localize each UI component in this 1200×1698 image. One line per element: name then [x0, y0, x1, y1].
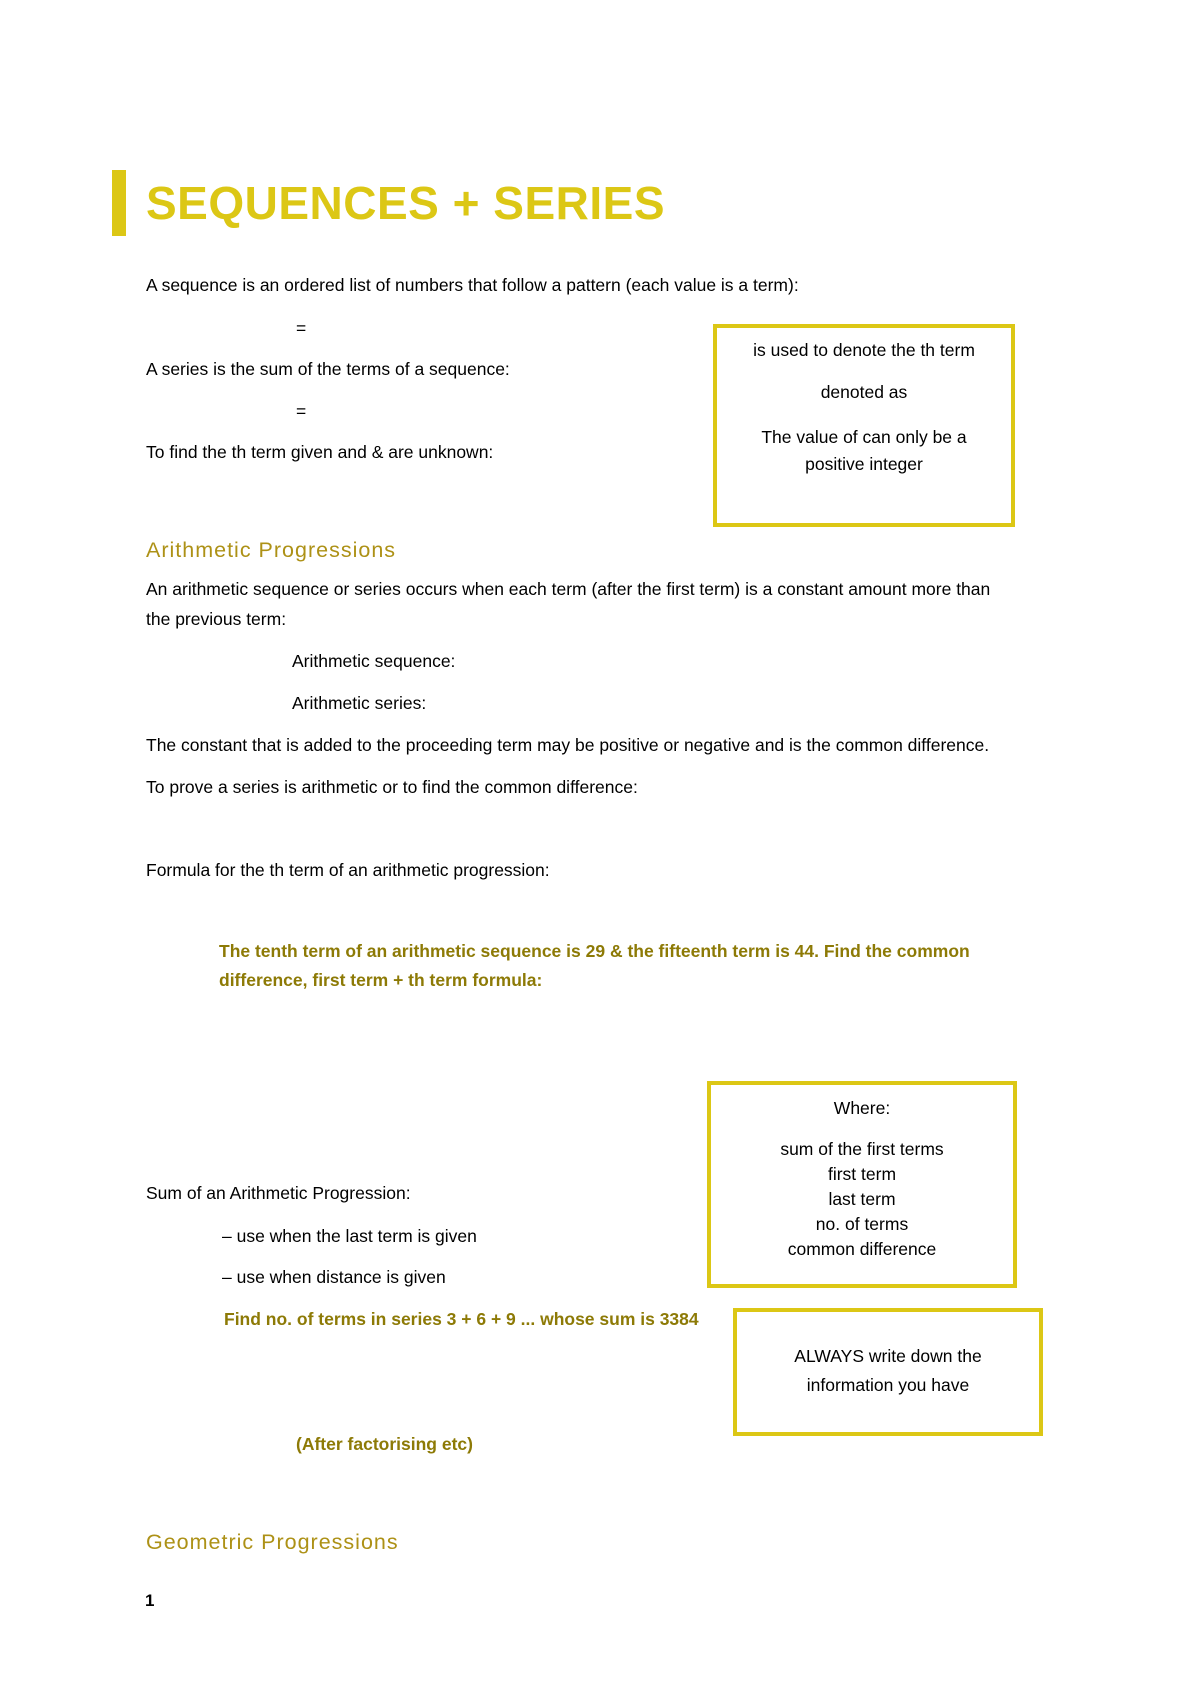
- common-difference-text: The constant that is added to the proceeding term may be positive or negative and is the common difference.: [146, 735, 990, 755]
- example-line-2: difference, first term + th term formula:: [219, 970, 543, 990]
- arithmetic-definition-line1: An arithmetic sequence or series occurs when each term (after the first term) is a constant amount more than: [146, 579, 991, 599]
- geometric-heading: Geometric Progressions: [146, 1530, 399, 1554]
- where-item-first-term: first term: [827, 1164, 897, 1184]
- nth-term-formula-text: Formula for the th term of an arithmetic progression:: [146, 860, 550, 880]
- notation-line-1: is used to denote the th term: [753, 340, 975, 360]
- where-item-num-terms: no. of terms: [815, 1214, 909, 1234]
- sum-arithmetic-heading: Sum of an Arithmetic Progression:: [146, 1183, 411, 1203]
- sequence-definition: A sequence is an ordered list of numbers that follow a pattern (each value is a term):: [146, 275, 799, 295]
- example-line-1: The tenth term of an arithmetic sequence is 29 & the fifteenth term is 44. Find the common: [219, 941, 970, 961]
- prove-arithmetic-text: To prove a series is arithmetic or to find the common difference:: [146, 777, 638, 797]
- arithmetic-sequence-label: Arithmetic sequence:: [292, 651, 456, 671]
- always-note-box: [733, 1308, 1043, 1436]
- where-note-box: [707, 1081, 1017, 1288]
- where-title: Where:: [833, 1098, 891, 1118]
- series-equation: =: [296, 401, 307, 421]
- arithmetic-example: [219, 937, 999, 995]
- notation-line-4: positive integer: [805, 454, 923, 474]
- series-definition: A series is the sum of the terms of a sequence:: [146, 359, 510, 379]
- notation-line-3: The value of can only be a: [761, 427, 967, 447]
- title-accent-bar: [112, 170, 126, 236]
- sum-distance-note: – use when distance is given: [222, 1267, 446, 1287]
- page-number: 1: [145, 1591, 155, 1610]
- where-item-last-term: last term: [828, 1189, 896, 1209]
- arithmetic-series-label: Arithmetic series:: [292, 693, 427, 713]
- where-item-common-difference: common difference: [787, 1239, 937, 1259]
- sum-last-term-note: – use when the last term is given: [222, 1226, 477, 1246]
- nth-term-text: To find the th term given and & are unknown:: [146, 442, 494, 462]
- arithmetic-definition-line2: the previous term:: [146, 609, 287, 629]
- after-factorising-note: (After factorising etc): [296, 1434, 473, 1454]
- arithmetic-heading: Arithmetic Progressions: [146, 538, 397, 562]
- always-line-1: ALWAYS write down the: [794, 1346, 982, 1366]
- sequence-equation: =: [296, 318, 307, 338]
- always-line-2: information you have: [806, 1375, 970, 1395]
- notation-note-box: [713, 324, 1015, 527]
- page-title: SEQUENCES + SERIES: [146, 177, 665, 229]
- where-item-sum: sum of the first terms: [780, 1139, 944, 1159]
- notation-line-2: denoted as: [820, 382, 908, 402]
- sum-example: Find no. of terms in series 3 + 6 + 9 ... whose sum is 3384: [224, 1309, 699, 1329]
